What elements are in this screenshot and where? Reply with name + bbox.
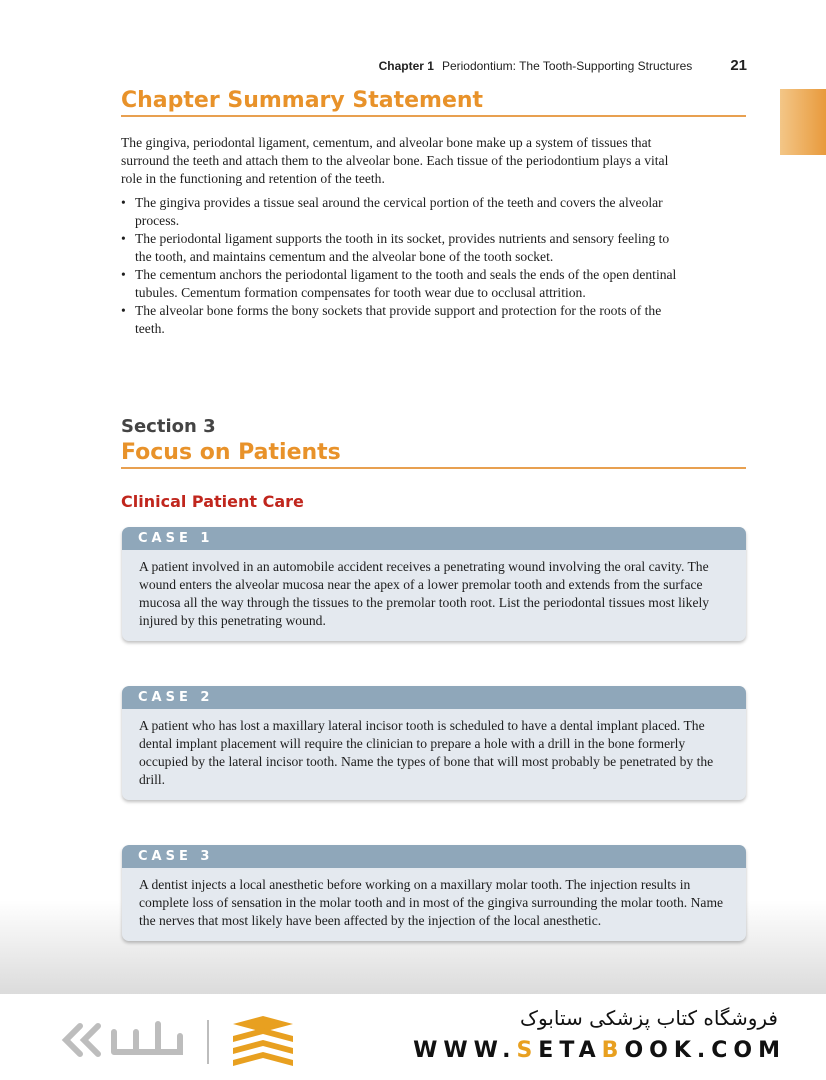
store-name: فروشگاه کتاب پزشکی ستابوک [520, 1006, 778, 1030]
case-box-1 [122, 527, 746, 641]
setabook-logo-icon [58, 1012, 328, 1070]
bullet-icon: • [121, 195, 126, 210]
case-box-3 [122, 845, 746, 941]
store-url [413, 1038, 786, 1063]
summary-intro: The gingiva, periodontal ligament, cementum, and alveolar bone make up a system of tissues that surround the teeth and attach them to the alveolar bone. Each tissue of the periodontium plays a vital role in the functioning and retention of the teeth. [121, 135, 669, 186]
case-text: A patient who has lost a maxillary lateral incisor tooth is scheduled to have a dental implant placed. The dental implant placement will require the clinician to prepare a hole with a drill in the bone formerly occupied by the lateral incisor tooth. Name the types of bone that will most probably be penetrated by the drill. [139, 718, 714, 787]
chapter-title: Periodontium: The Tooth-Supporting Structures [441, 59, 693, 73]
bullet-icon: • [121, 231, 126, 246]
url-segment: OOK.COM [624, 1038, 786, 1063]
case-box-2 [122, 686, 746, 800]
summary-bullet-list [107, 194, 687, 338]
summary-heading: Chapter Summary Statement [121, 88, 746, 117]
case-title: CASE 1 [122, 527, 746, 550]
case-text: A patient involved in an automobile accident receives a penetrating wound involving the oral cavity. The wound enters the alveolar mucosa near the apex of a lower premolar tooth and extends from the surface mucosa all the way through the tissues to the premolar tooth root. List the periodontal tissues most likely injured by this penetrating wound. [139, 559, 710, 628]
bullet-text: The alveolar bone forms the bony sockets that provide support and protection for the roots of the teeth. [135, 303, 662, 336]
url-accent-letter: B [601, 1038, 625, 1063]
bullet-text: The periodontal ligament supports the tooth in its socket, provides nutrients and sensory feeling to the tooth, and maintains cementum and the alveolar bone of the tooth socket. [135, 231, 670, 264]
list-item [107, 194, 687, 230]
bullet-icon: • [121, 303, 126, 318]
case-title: CASE 2 [122, 686, 746, 709]
list-item [107, 230, 687, 266]
list-item [107, 266, 687, 302]
bullet-icon: • [121, 267, 126, 282]
chapter-label: Chapter 1 [378, 59, 434, 73]
case-title: CASE 3 [122, 845, 746, 868]
chapter-thumb-tab [780, 89, 826, 155]
url-accent-letter: S [516, 1038, 539, 1063]
list-item [107, 302, 687, 338]
subsection-heading: Clinical Patient Care [121, 492, 304, 511]
section-title: Focus on Patients [121, 440, 746, 469]
page-number: 21 [730, 57, 747, 74]
bullet-text: The gingiva provides a tissue seal around the cervical portion of the teeth and covers the alveolar process. [135, 195, 663, 228]
running-head [300, 57, 747, 74]
watermark-banner [0, 994, 826, 1080]
url-segment: ETA [538, 1038, 602, 1063]
case-text: A dentist injects a local anesthetic before working on a maxillary molar tooth. The injection results in complete loss of sensation in the molar tooth and in most of the gingiva surrounding the molar tooth. Name the nerves that most likely have been affected by the injection of the local anesthetic. [139, 877, 724, 928]
bullet-text: The cementum anchors the periodontal ligament to the tooth and seals the ends of the open dentinal tubules. Cementum formation compensates for tooth wear due to occlusal attrition. [135, 267, 677, 300]
section-label: Section 3 [121, 416, 216, 437]
url-segment: WWW. [413, 1038, 517, 1063]
